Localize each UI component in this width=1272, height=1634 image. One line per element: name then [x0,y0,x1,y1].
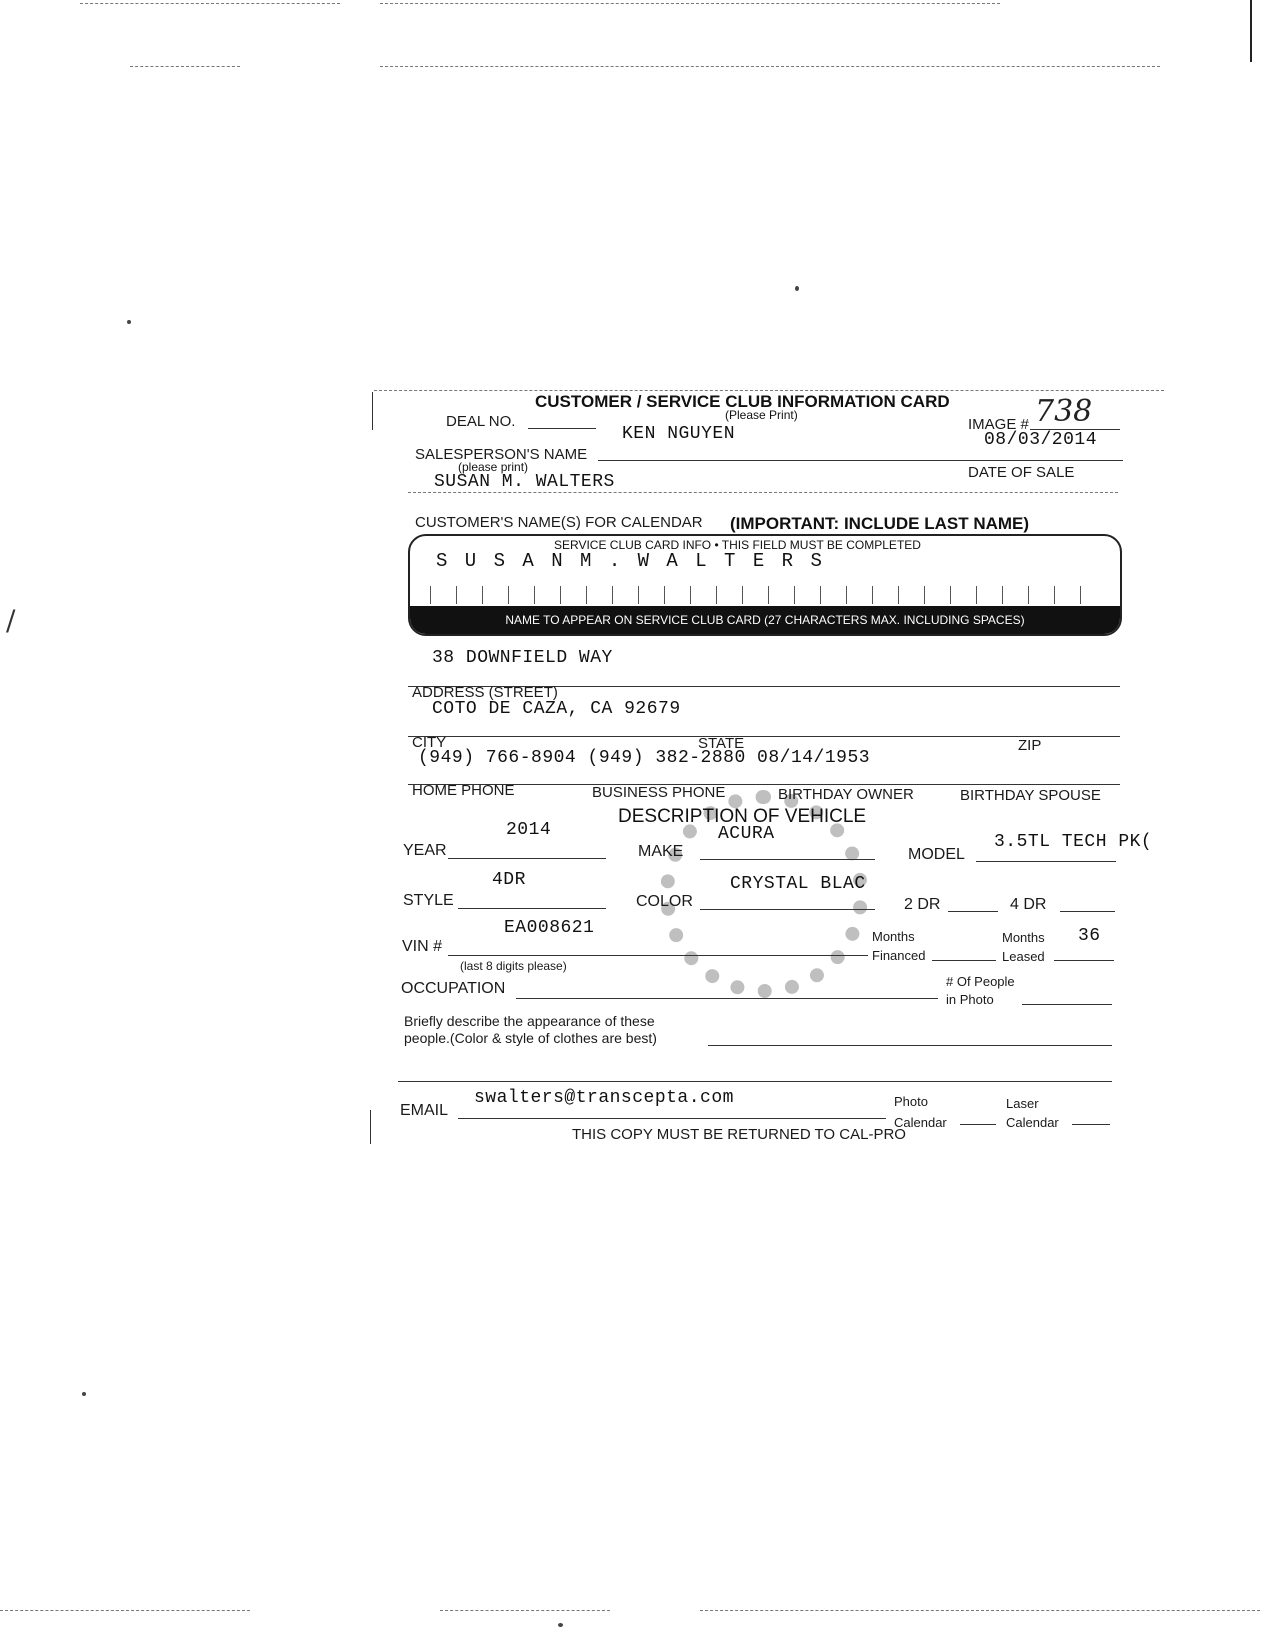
make-line [700,859,875,860]
model-label: MODEL [908,846,965,863]
two-dr-line [948,911,998,912]
color-line [700,909,875,910]
scan-edge-line [380,3,1000,4]
phones-value: (949) 766-8904 (949) 382-2880 08/14/1953 [418,748,871,768]
image-label: IMAGE # [968,416,1029,433]
street-value: 38 DOWNFIELD WAY [432,648,613,668]
salesperson-line [598,460,1123,461]
card-top-border [374,390,1164,391]
year-label: YEAR [403,842,447,859]
scan-edge-line [440,1610,610,1611]
scan-speck [82,1392,86,1396]
describe-line-1: Briefly describe the appearance of these [404,1013,655,1029]
people-label-2: in Photo [946,992,994,1007]
make-value: ACURA [718,824,775,844]
photo-calendar-label: Calendar [894,1115,947,1130]
service-club-bar: NAME TO APPEAR ON SERVICE CLUB CARD (27 CHARACTERS MAX. INCLUDING SPACES) [410,606,1120,634]
scan-speck [795,286,799,291]
city-state-zip-value: COTO DE CAZA, CA 92679 [432,699,681,719]
please-print-note: (Please Print) [725,408,798,422]
scan-mark: / [6,604,16,637]
describe-line [708,1045,1112,1046]
scan-speck [558,1623,563,1627]
card-edge [372,392,373,430]
divider [408,492,1118,493]
calendar-name-label: CUSTOMER'S NAME(S) FOR CALENDAR [415,514,703,531]
scan-edge-line [1250,0,1252,62]
service-club-name: S U S A N M . W A L T E R S [436,550,825,572]
style-line [458,908,606,909]
color-value: CRYSTAL BLAC [730,874,866,894]
birthday-spouse-label: BIRTHDAY SPOUSE [960,787,1101,804]
months-leased-label-1: Months [1002,930,1045,945]
customer-name-value: SUSAN M. WALTERS [434,472,615,492]
months-financed-label-2: Financed [872,948,926,963]
people-label-1: # Of People [946,974,1015,989]
model-line [976,861,1116,862]
people-line [1022,1004,1112,1005]
image-number: 738 [1035,394,1093,429]
phones-line [408,784,1120,785]
scan-edge-line [80,3,340,4]
two-dr-label: 2 DR [904,896,941,913]
service-club-info: SERVICE CLUB CARD INFO • THIS FIELD MUST BE COMPLETED [554,538,921,552]
model-value: 3.5TL TECH PK( [994,832,1153,852]
please-print-small: (please print) [458,460,529,474]
street-label: ADDRESS (STREET) [412,684,558,701]
footer-note: THIS COPY MUST BE RETURNED TO CAL-PRO [572,1126,906,1143]
date-of-sale-label: DATE OF SALE [968,464,1075,481]
four-dr-label: 4 DR [1010,896,1047,913]
scan-edge-line [130,66,240,67]
photo-label: Photo [894,1094,928,1109]
style-value: 4DR [492,870,526,890]
city-label: CITY [412,734,447,751]
vehicle-heading: DESCRIPTION OF VEHICLE [618,806,867,827]
months-leased-value: 36 [1078,926,1101,946]
salesperson-value: KEN NGUYEN [622,424,736,444]
months-financed-label-1: Months [872,929,915,944]
months-financed-line [932,960,996,961]
laser-calendar-line [1072,1124,1110,1125]
describe-line-extra [398,1081,1112,1082]
state-label: STATE [698,735,745,752]
business-phone-label: BUSINESS PHONE [592,784,726,801]
date-of-sale-value: 08/03/2014 [984,430,1098,450]
card-edge [370,1110,371,1144]
year-value: 2014 [506,820,552,840]
email-line [458,1118,886,1119]
vin-value: EA008621 [504,918,595,938]
email-value: swalters@transcepta.com [474,1088,734,1108]
zip-label: ZIP [1018,737,1042,754]
birthday-owner-label: BIRTHDAY OWNER [778,786,914,803]
home-phone-label: HOME PHONE [412,782,515,799]
make-label: MAKE [638,843,684,860]
year-line [448,858,606,859]
months-leased-label-2: Leased [1002,949,1045,964]
deal-no-line [528,428,596,429]
vin-line [448,955,868,956]
scan-edge-line [700,1610,1260,1611]
scan-speck [127,320,131,324]
vin-label: VIN # [402,938,443,955]
occupation-label: OCCUPATION [401,980,506,997]
four-dr-line [1060,911,1115,912]
photo-calendar-line [960,1124,996,1125]
salesperson-label: SALESPERSON'S NAME [415,446,588,463]
card-title: CUSTOMER / SERVICE CLUB INFORMATION CARD [535,392,950,411]
scan-edge-line [380,66,1160,67]
service-club-box [408,534,1122,636]
important-note: (IMPORTANT: INCLUDE LAST NAME) [730,514,1030,533]
city-line [408,736,1120,737]
deal-no-label: DEAL NO. [446,413,516,430]
occupation-line [516,998,938,999]
color-label: COLOR [636,893,693,910]
months-leased-line [1054,960,1114,961]
vin-hint: (last 8 digits please) [460,959,567,973]
email-label: EMAIL [400,1102,449,1119]
laser-label: Laser [1006,1096,1039,1111]
describe-line-2: people.(Color & style of clothes are best) [404,1030,657,1046]
style-label: STYLE [403,892,454,909]
laser-calendar-label: Calendar [1006,1115,1059,1130]
scan-edge-line [0,1610,250,1611]
